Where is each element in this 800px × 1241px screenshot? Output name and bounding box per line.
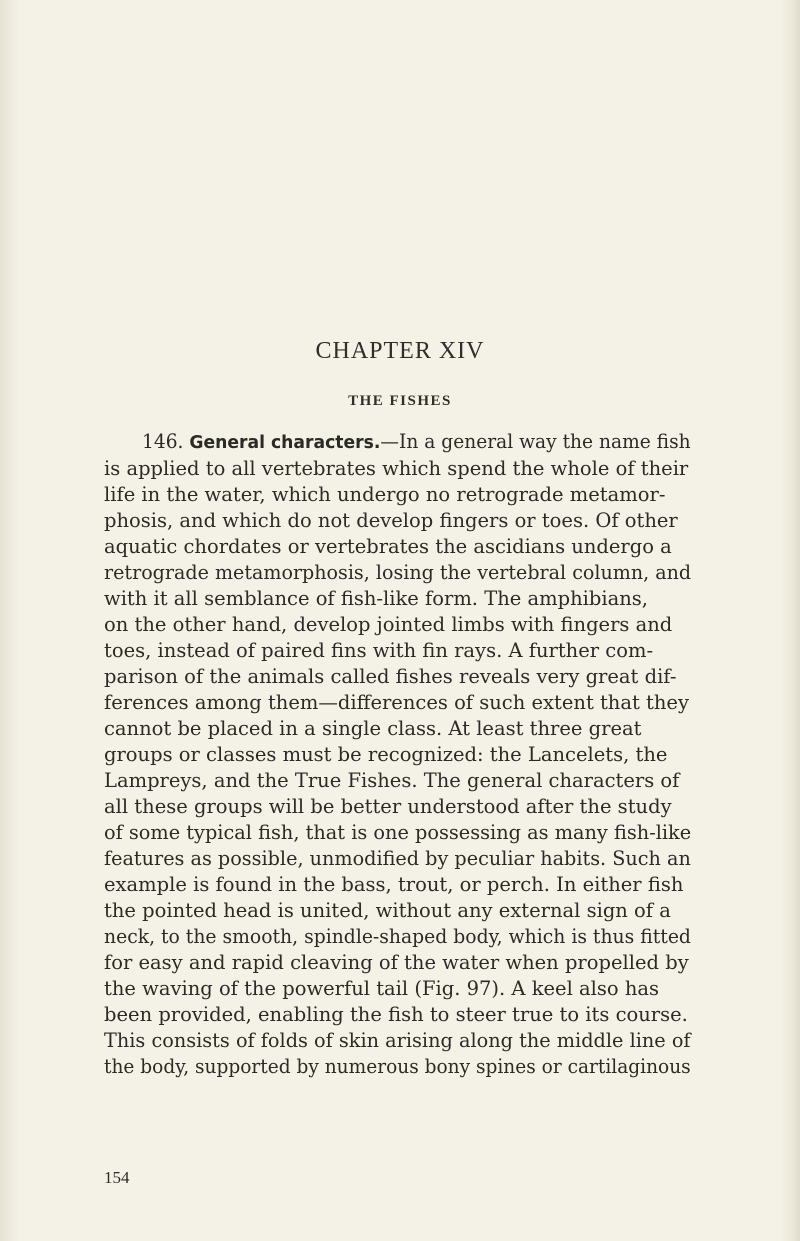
line-1-text: —In a general way the name fish	[380, 430, 691, 453]
text-line: with it all semblance of fish-like form. The amphibians,	[104, 587, 649, 610]
paragraph-number: 146.	[142, 430, 184, 453]
chapter-heading: CHAPTER XIV	[315, 338, 485, 364]
page-edge-left	[0, 0, 20, 1241]
text-line: parison of the animals called fishes reveals very great dif-	[104, 665, 677, 688]
text-line-1	[142, 430, 691, 455]
text-line: features as possible, unmodified by peculiar habits. Such an	[104, 847, 691, 870]
text-line: example is found in the bass, trout, or perch. In either fish	[104, 873, 684, 896]
text-line: toes, instead of paired fins with fin rays. A further com-	[104, 639, 654, 662]
text-line: aquatic chordates or vertebrates the ascidians undergo a	[104, 535, 672, 558]
paragraph-lead: General characters.	[189, 432, 381, 453]
text-line: all these groups will be better understood after the study	[104, 795, 672, 818]
text-line: cannot be placed in a single class. At least three great	[104, 717, 642, 740]
text-line: Lampreys, and the True Fishes. The general characters of	[104, 769, 680, 792]
text-line: phosis, and which do not develop fingers or toes. Of other	[104, 509, 678, 532]
text-line: the body, supported by numerous bony spines or cartilaginous	[104, 1055, 691, 1078]
text-line: of some typical fish, that is one possessing as many fish-like	[104, 821, 692, 844]
text-line: retrograde metamorphosis, losing the vertebral column, and	[104, 561, 692, 584]
text-line: been provided, enabling the fish to steer true to its course.	[104, 1003, 688, 1026]
text-line: the pointed head is united, without any external sign of a	[104, 899, 671, 922]
page-edge-right	[780, 0, 800, 1241]
text-line: is applied to all vertebrates which spend the whole of their	[104, 457, 689, 480]
text-line: on the other hand, develop jointed limbs with fingers and	[104, 613, 673, 636]
text-line: ferences among them—differences of such extent that they	[104, 691, 689, 714]
text-line: This consists of folds of skin arising along the middle line of	[104, 1029, 691, 1052]
section-heading: THE FISHES	[348, 393, 452, 409]
text-line: for easy and rapid cleaving of the water when propelled by	[104, 951, 689, 974]
text-line: life in the water, which undergo no retrograde metamor-	[104, 483, 666, 506]
text-line: the waving of the powerful tail (Fig. 97). A keel also has	[104, 977, 660, 1000]
text-line: groups or classes must be recognized: the Lancelets, the	[104, 743, 668, 766]
page-number: 154	[104, 1168, 130, 1187]
text-line: neck, to the smooth, spindle-shaped body, which is thus fitted	[104, 925, 691, 948]
